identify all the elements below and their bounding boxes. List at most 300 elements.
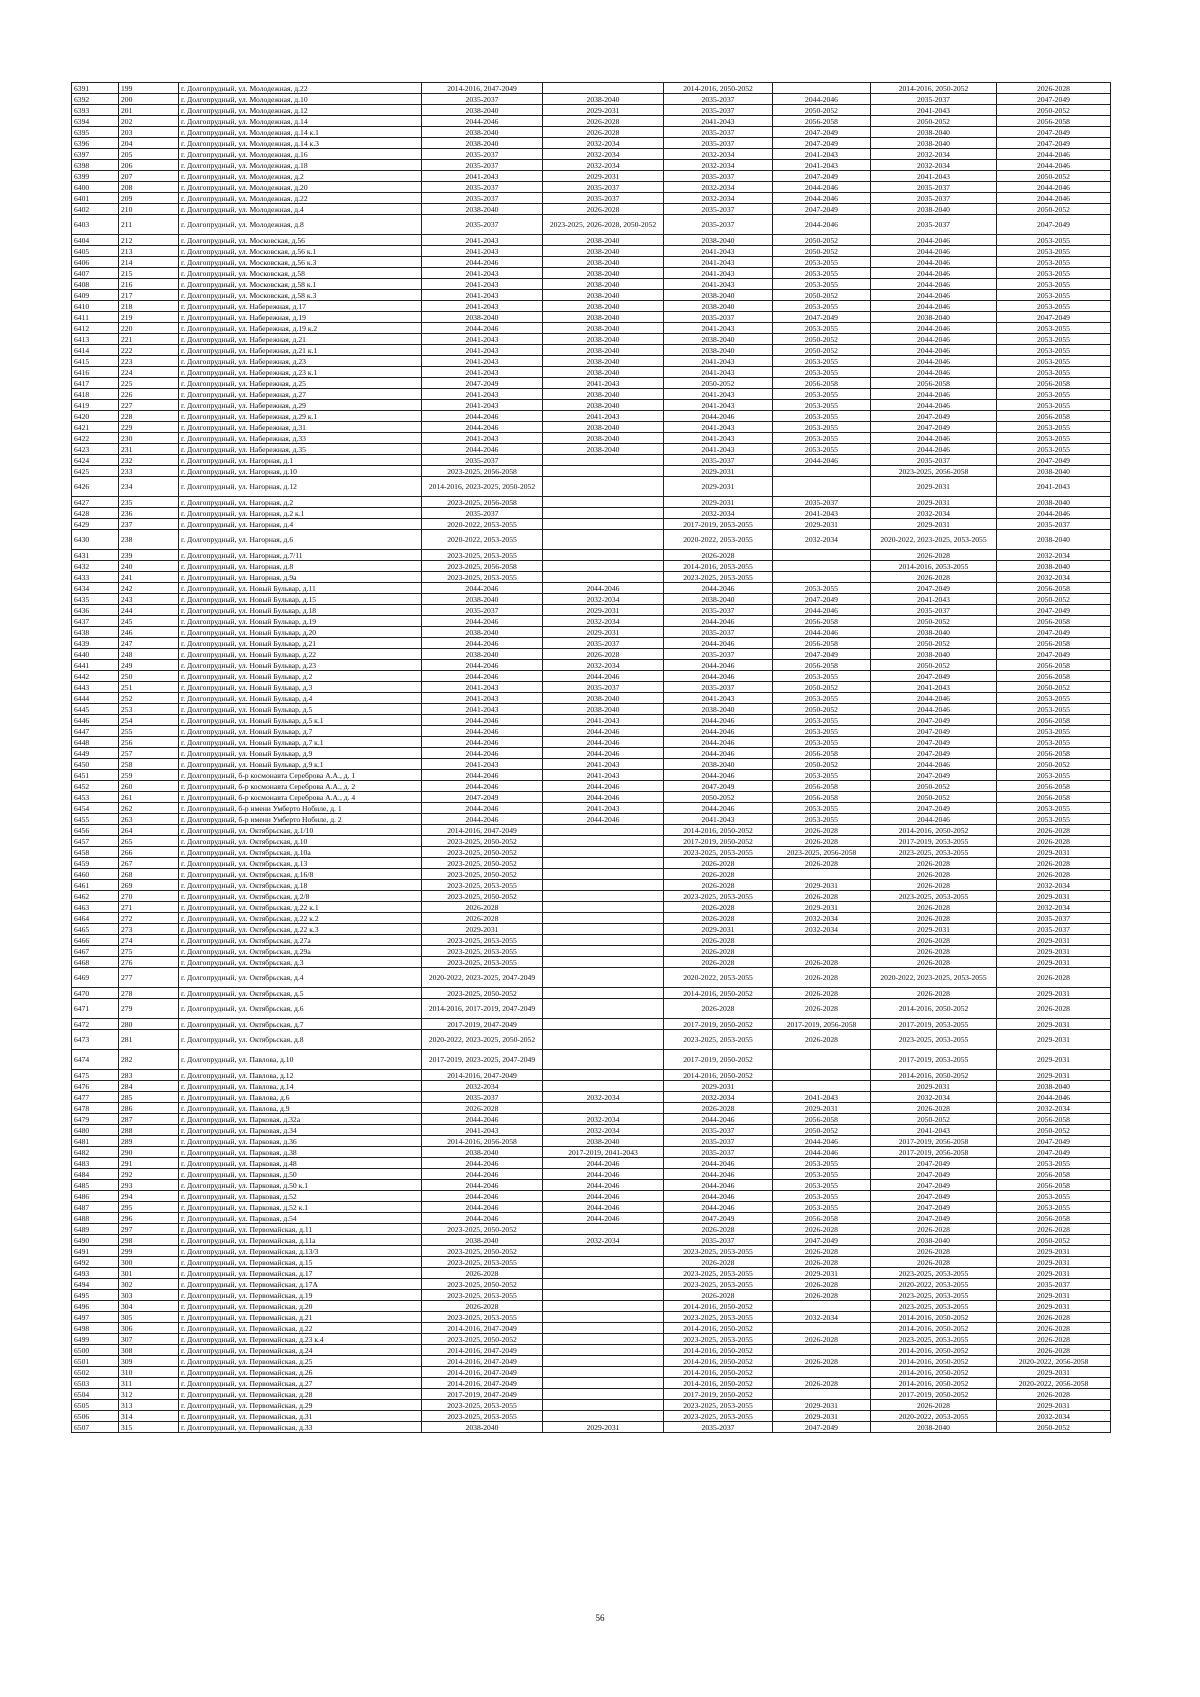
item-number-cell: 280	[119, 1019, 179, 1030]
period-3-cell: 2044-2046	[664, 660, 773, 671]
item-number-cell: 259	[119, 770, 179, 781]
period-2-cell: 2023-2025, 2026-2028, 2050-2052	[543, 215, 664, 235]
period-4-cell: 2044-2046	[773, 193, 871, 204]
row-index-cell: 6483	[72, 1158, 119, 1169]
item-number-cell: 241	[119, 572, 179, 583]
period-5-cell: 2044-2046	[871, 389, 997, 400]
period-1-cell: 2044-2046	[422, 323, 543, 334]
table-row	[72, 1147, 1111, 1158]
row-index-cell: 6411	[72, 312, 119, 323]
item-number-cell: 213	[119, 246, 179, 257]
period-3-cell: 2044-2046	[664, 770, 773, 781]
period-1-cell: 2044-2046	[422, 737, 543, 748]
period-3-cell: 2035-2037	[664, 1136, 773, 1147]
period-2-cell	[543, 497, 664, 508]
period-1-cell: 2044-2046	[422, 671, 543, 682]
period-4-cell: 2029-2031	[773, 1268, 871, 1279]
period-5-cell: 2047-2049	[871, 770, 997, 781]
row-index-cell: 6474	[72, 1050, 119, 1070]
period-2-cell	[543, 1103, 664, 1114]
period-1-cell: 2023-2025, 2050-2052	[422, 1279, 543, 1290]
address-cell: г. Долгопрудный, ул. Первомайская, д.20	[179, 1301, 422, 1312]
address-cell: г. Долгопрудный, ул. Набережная, д.23 к.1	[179, 367, 422, 378]
address-cell: г. Долгопрудный, ул. Набережная, д.27	[179, 389, 422, 400]
period-5-cell: 2029-2031	[871, 1081, 997, 1092]
table-row	[72, 704, 1111, 715]
period-1-cell: 2044-2046	[422, 1202, 543, 1213]
period-1-cell: 2023-2025, 2050-2052	[422, 1334, 543, 1345]
row-index-cell: 6398	[72, 160, 119, 171]
period-1-cell: 2026-2028	[422, 913, 543, 924]
row-index-cell: 6419	[72, 400, 119, 411]
period-5-cell: 2026-2028	[871, 1246, 997, 1257]
period-2-cell: 2044-2046	[543, 1180, 664, 1191]
period-4-cell: 2056-2058	[773, 616, 871, 627]
address-cell: г. Долгопрудный, ул. Набережная, д.21 к.1	[179, 345, 422, 356]
item-number-cell: 248	[119, 649, 179, 660]
period-4-cell: 2050-2052	[773, 290, 871, 301]
period-6-cell: 2035-2037	[997, 519, 1111, 530]
period-4-cell: 2029-2031	[773, 902, 871, 913]
period-1-cell: 2023-2025, 2050-2052	[422, 858, 543, 869]
period-2-cell	[543, 902, 664, 913]
row-index-cell: 6502	[72, 1367, 119, 1378]
period-6-cell: 2035-2037	[997, 913, 1111, 924]
period-5-cell: 2023-2025, 2053-2055	[871, 1290, 997, 1301]
item-number-cell: 239	[119, 550, 179, 561]
item-number-cell: 305	[119, 1312, 179, 1323]
period-5-cell: 2035-2037	[871, 182, 997, 193]
period-4-cell: 2053-2055	[773, 301, 871, 312]
period-5-cell: 2017-2019, 2056-2058	[871, 1136, 997, 1147]
address-cell: г. Долгопрудный, б-р имени Умберто Нобиле, д. 2	[179, 814, 422, 825]
item-number-cell: 212	[119, 235, 179, 246]
table-row	[72, 1169, 1111, 1180]
period-3-cell: 2029-2031	[664, 477, 773, 497]
row-index-cell: 6462	[72, 891, 119, 902]
period-5-cell: 2050-2052	[871, 1114, 997, 1125]
item-number-cell: 285	[119, 1092, 179, 1103]
row-index-cell: 6404	[72, 235, 119, 246]
period-3-cell: 2047-2049	[664, 1213, 773, 1224]
address-cell: г. Долгопрудный, ул. Набережная, д.33	[179, 433, 422, 444]
period-5-cell: 2032-2034	[871, 149, 997, 160]
table-row	[72, 312, 1111, 323]
row-index-cell: 6391	[72, 83, 119, 94]
table-row	[72, 268, 1111, 279]
period-2-cell	[543, 836, 664, 847]
period-4-cell: 2032-2034	[773, 924, 871, 935]
period-6-cell: 2050-2052	[997, 171, 1111, 182]
period-6-cell: 2056-2058	[997, 748, 1111, 759]
address-cell: г. Долгопрудный, ул. Первомайская, д.29	[179, 1400, 422, 1411]
period-1-cell: 2044-2046	[422, 803, 543, 814]
period-6-cell: 2035-2037	[997, 1279, 1111, 1290]
period-1-cell: 2014-2016, 2047-2049	[422, 83, 543, 94]
table-row	[72, 880, 1111, 891]
period-2-cell	[543, 1411, 664, 1422]
row-index-cell: 6422	[72, 433, 119, 444]
period-5-cell: 2044-2046	[871, 345, 997, 356]
address-cell: г. Долгопрудный, ул. Октябрьская, д.10а	[179, 847, 422, 858]
period-6-cell: 2032-2034	[997, 1411, 1111, 1422]
row-index-cell: 6408	[72, 279, 119, 290]
table-row	[72, 400, 1111, 411]
row-index-cell: 6418	[72, 389, 119, 400]
period-3-cell: 2044-2046	[664, 1191, 773, 1202]
period-2-cell: 2032-2034	[543, 660, 664, 671]
address-cell: г. Долгопрудный, ул. Нагорная, д.10	[179, 466, 422, 477]
period-4-cell: 2050-2052	[773, 334, 871, 345]
table-row	[72, 627, 1111, 638]
period-3-cell: 2023-2025, 2053-2055	[664, 1334, 773, 1345]
row-index-cell: 6441	[72, 660, 119, 671]
period-3-cell: 2035-2037	[664, 171, 773, 182]
period-6-cell: 2056-2058	[997, 616, 1111, 627]
period-2-cell: 2032-2034	[543, 160, 664, 171]
table-row	[72, 1019, 1111, 1030]
table-row	[72, 693, 1111, 704]
row-index-cell: 6488	[72, 1213, 119, 1224]
table-row	[72, 594, 1111, 605]
period-1-cell: 2014-2016, 2047-2049	[422, 1378, 543, 1389]
period-6-cell: 2047-2049	[997, 312, 1111, 323]
address-cell: г. Долгопрудный, ул. Октябрьская, д.4	[179, 968, 422, 988]
period-4-cell: 2029-2031	[773, 1400, 871, 1411]
period-3-cell: 2044-2046	[664, 1180, 773, 1191]
period-2-cell: 2032-2034	[543, 1235, 664, 1246]
period-6-cell: 2029-2031	[997, 1019, 1111, 1030]
period-1-cell: 2044-2046	[422, 726, 543, 737]
period-1-cell: 2038-2040	[422, 1422, 543, 1433]
period-3-cell: 2035-2037	[664, 127, 773, 138]
period-3-cell: 2026-2028	[664, 1290, 773, 1301]
item-number-cell: 307	[119, 1334, 179, 1345]
period-6-cell: 2053-2055	[997, 356, 1111, 367]
period-5-cell: 2032-2034	[871, 508, 997, 519]
period-3-cell: 2041-2043	[664, 367, 773, 378]
address-cell: г. Долгопрудный, ул. Павлова, д.6	[179, 1092, 422, 1103]
period-5-cell: 2014-2016, 2050-2052	[871, 1070, 997, 1081]
period-6-cell: 2053-2055	[997, 279, 1111, 290]
period-2-cell: 2038-2040	[543, 312, 664, 323]
period-6-cell: 2029-2031	[997, 1301, 1111, 1312]
period-6-cell: 2044-2046	[997, 182, 1111, 193]
address-cell: г. Долгопрудный, ул. Набережная, д.17	[179, 301, 422, 312]
period-3-cell: 2014-2016, 2053-2055	[664, 561, 773, 572]
item-number-cell: 296	[119, 1213, 179, 1224]
address-cell: г. Долгопрудный, ул. Октябрьская, д.16/8	[179, 869, 422, 880]
item-number-cell: 302	[119, 1279, 179, 1290]
address-cell: г. Долгопрудный, ул. Московская, д.58	[179, 268, 422, 279]
period-6-cell: 2053-2055	[997, 1158, 1111, 1169]
period-4-cell: 2053-2055	[773, 1191, 871, 1202]
address-cell: г. Долгопрудный, ул. Павлова, д.9	[179, 1103, 422, 1114]
period-3-cell: 2023-2025, 2053-2055	[664, 1411, 773, 1422]
period-6-cell: 2053-2055	[997, 726, 1111, 737]
period-4-cell: 2026-2028	[773, 836, 871, 847]
address-cell: г. Долгопрудный, ул. Нагорная, д.12	[179, 477, 422, 497]
period-2-cell: 2041-2043	[543, 770, 664, 781]
period-4-cell: 2047-2049	[773, 204, 871, 215]
period-1-cell: 2023-2025, 2053-2055	[422, 572, 543, 583]
row-index-cell: 6426	[72, 477, 119, 497]
period-1-cell: 2044-2046	[422, 1213, 543, 1224]
period-3-cell: 2014-2016, 2050-2052	[664, 1301, 773, 1312]
item-number-cell: 242	[119, 583, 179, 594]
period-6-cell: 2026-2028	[997, 1389, 1111, 1400]
period-6-cell: 2056-2058	[997, 378, 1111, 389]
period-1-cell: 2041-2043	[422, 1125, 543, 1136]
table-row	[72, 638, 1111, 649]
period-3-cell: 2044-2046	[664, 803, 773, 814]
period-4-cell: 2053-2055	[773, 257, 871, 268]
address-cell: г. Долгопрудный, ул. Нагорная, д.9а	[179, 572, 422, 583]
period-1-cell: 2041-2043	[422, 301, 543, 312]
address-cell: г. Долгопрудный, ул. Парковая, д.32а	[179, 1114, 422, 1125]
period-3-cell: 2047-2049	[664, 781, 773, 792]
period-2-cell: 2038-2040	[543, 246, 664, 257]
table-row	[72, 671, 1111, 682]
period-2-cell	[543, 1334, 664, 1345]
table-row	[72, 847, 1111, 858]
item-number-cell: 232	[119, 455, 179, 466]
period-1-cell: 2044-2046	[422, 422, 543, 433]
period-3-cell: 2044-2046	[664, 726, 773, 737]
table-row	[72, 367, 1111, 378]
period-1-cell: 2038-2040	[422, 1235, 543, 1246]
period-5-cell: 2038-2040	[871, 649, 997, 660]
item-number-cell: 207	[119, 171, 179, 182]
address-cell: г. Долгопрудный, ул. Павлова, д.14	[179, 1081, 422, 1092]
period-5-cell: 2050-2052	[871, 638, 997, 649]
item-number-cell: 284	[119, 1081, 179, 1092]
period-6-cell: 2053-2055	[997, 235, 1111, 246]
row-index-cell: 6505	[72, 1400, 119, 1411]
period-4-cell: 2047-2049	[773, 1235, 871, 1246]
period-3-cell: 2035-2037	[664, 312, 773, 323]
period-6-cell: 2047-2049	[997, 605, 1111, 616]
period-4-cell: 2053-2055	[773, 433, 871, 444]
item-number-cell: 246	[119, 627, 179, 638]
period-3-cell: 2014-2016, 2050-2052	[664, 1070, 773, 1081]
period-2-cell: 2029-2031	[543, 1422, 664, 1433]
period-5-cell: 2026-2028	[871, 1400, 997, 1411]
address-cell: г. Долгопрудный, ул. Первомайская, д.26	[179, 1367, 422, 1378]
period-2-cell	[543, 891, 664, 902]
period-5-cell: 2029-2031	[871, 497, 997, 508]
item-number-cell: 257	[119, 748, 179, 759]
period-6-cell: 2053-2055	[997, 444, 1111, 455]
period-4-cell: 2056-2058	[773, 792, 871, 803]
period-4-cell	[773, 572, 871, 583]
period-2-cell	[543, 935, 664, 946]
address-cell: г. Долгопрудный, ул. Октябрьская, д.18	[179, 880, 422, 891]
item-number-cell: 237	[119, 519, 179, 530]
item-number-cell: 234	[119, 477, 179, 497]
period-1-cell: 2035-2037	[422, 160, 543, 171]
period-1-cell: 2023-2025, 2053-2055	[422, 1400, 543, 1411]
period-5-cell: 2023-2025, 2053-2055	[871, 1334, 997, 1345]
period-3-cell: 2029-2031	[664, 1081, 773, 1092]
period-2-cell: 2044-2046	[543, 814, 664, 825]
item-number-cell: 283	[119, 1070, 179, 1081]
period-1-cell: 2038-2040	[422, 312, 543, 323]
period-4-cell: 2050-2052	[773, 235, 871, 246]
period-3-cell: 2041-2043	[664, 814, 773, 825]
page-number: 56	[595, 1613, 605, 1623]
address-cell: г. Долгопрудный, ул. Молодежная, д.14	[179, 116, 422, 127]
period-4-cell: 2050-2052	[773, 105, 871, 116]
period-3-cell: 2026-2028	[664, 913, 773, 924]
period-1-cell: 2044-2046	[422, 616, 543, 627]
table-row	[72, 149, 1111, 160]
period-5-cell: 2044-2046	[871, 334, 997, 345]
row-index-cell: 6455	[72, 814, 119, 825]
period-2-cell: 2038-2040	[543, 94, 664, 105]
address-cell: г. Долгопрудный, ул. Молодежная, д.10	[179, 94, 422, 105]
period-3-cell: 2041-2043	[664, 444, 773, 455]
item-number-cell: 288	[119, 1125, 179, 1136]
table-row	[72, 94, 1111, 105]
item-number-cell: 214	[119, 257, 179, 268]
period-2-cell	[543, 1050, 664, 1070]
period-1-cell: 2023-2025, 2050-2052	[422, 847, 543, 858]
period-6-cell: 2026-2028	[997, 999, 1111, 1019]
period-2-cell: 2041-2043	[543, 759, 664, 770]
item-number-cell: 240	[119, 561, 179, 572]
row-index-cell: 6484	[72, 1169, 119, 1180]
period-4-cell: 2053-2055	[773, 422, 871, 433]
period-3-cell: 2026-2028	[664, 999, 773, 1019]
period-6-cell: 2026-2028	[997, 1334, 1111, 1345]
period-4-cell: 2056-2058	[773, 748, 871, 759]
table-row	[72, 1158, 1111, 1169]
period-1-cell: 2017-2019, 2047-2049	[422, 1389, 543, 1400]
row-index-cell: 6436	[72, 605, 119, 616]
period-1-cell: 2023-2025, 2050-2052	[422, 1246, 543, 1257]
period-2-cell: 2038-2040	[543, 389, 664, 400]
row-index-cell: 6394	[72, 116, 119, 127]
period-3-cell: 2038-2040	[664, 759, 773, 770]
period-6-cell: 2056-2058	[997, 660, 1111, 671]
period-3-cell: 2014-2016, 2050-2052	[664, 988, 773, 999]
period-1-cell: 2041-2043	[422, 268, 543, 279]
period-5-cell: 2047-2049	[871, 1202, 997, 1213]
period-4-cell: 2032-2034	[773, 530, 871, 550]
period-5-cell: 2038-2040	[871, 627, 997, 638]
address-cell: г. Долгопрудный, ул. Нагорная, д.6	[179, 530, 422, 550]
period-4-cell: 2026-2028	[773, 1378, 871, 1389]
table-row	[72, 1323, 1111, 1334]
period-4-cell	[773, 561, 871, 572]
period-6-cell: 2047-2049	[997, 127, 1111, 138]
address-cell: г. Долгопрудный, ул. Новый Бульвар, д.21	[179, 638, 422, 649]
period-5-cell: 2044-2046	[871, 759, 997, 770]
period-6-cell: 2053-2055	[997, 693, 1111, 704]
period-6-cell: 2047-2049	[997, 649, 1111, 660]
period-4-cell: 2050-2052	[773, 246, 871, 257]
period-1-cell: 2041-2043	[422, 279, 543, 290]
row-index-cell: 6460	[72, 869, 119, 880]
period-6-cell: 2026-2028	[997, 1312, 1111, 1323]
item-number-cell: 203	[119, 127, 179, 138]
period-1-cell: 2044-2046	[422, 1158, 543, 1169]
table-row	[72, 1378, 1111, 1389]
period-3-cell: 2029-2031	[664, 497, 773, 508]
period-5-cell: 2050-2052	[871, 116, 997, 127]
table-row	[72, 257, 1111, 268]
table-row	[72, 891, 1111, 902]
period-1-cell: 2044-2046	[422, 715, 543, 726]
address-cell: г. Долгопрудный, ул. Парковая, д.36	[179, 1136, 422, 1147]
period-1-cell: 2044-2046	[422, 1169, 543, 1180]
period-3-cell: 2023-2025, 2053-2055	[664, 1268, 773, 1279]
period-2-cell: 2044-2046	[543, 671, 664, 682]
item-number-cell: 293	[119, 1180, 179, 1191]
period-1-cell: 2026-2028	[422, 1103, 543, 1114]
period-3-cell: 2023-2025, 2053-2055	[664, 1030, 773, 1050]
row-index-cell: 6405	[72, 246, 119, 257]
period-1-cell: 2023-2025, 2053-2055	[422, 880, 543, 891]
item-number-cell: 262	[119, 803, 179, 814]
item-number-cell: 286	[119, 1103, 179, 1114]
item-number-cell: 299	[119, 1246, 179, 1257]
period-3-cell: 2035-2037	[664, 627, 773, 638]
period-2-cell: 2038-2040	[543, 367, 664, 378]
table-row	[72, 116, 1111, 127]
period-2-cell: 2032-2034	[543, 1114, 664, 1125]
period-5-cell: 2047-2049	[871, 737, 997, 748]
period-3-cell: 2032-2034	[664, 149, 773, 160]
period-4-cell: 2047-2049	[773, 138, 871, 149]
period-2-cell: 2026-2028	[543, 204, 664, 215]
period-4-cell: 2041-2043	[773, 1092, 871, 1103]
table-row	[72, 858, 1111, 869]
period-3-cell: 2041-2043	[664, 356, 773, 367]
row-index-cell: 6401	[72, 193, 119, 204]
period-4-cell: 2026-2028	[773, 1246, 871, 1257]
period-6-cell: 2029-2031	[997, 988, 1111, 999]
address-cell: г. Долгопрудный, ул. Новый Бульвар, д.11	[179, 583, 422, 594]
table-row	[72, 334, 1111, 345]
period-3-cell: 2026-2028	[664, 902, 773, 913]
period-6-cell: 2029-2031	[997, 935, 1111, 946]
period-3-cell: 2041-2043	[664, 323, 773, 334]
table-row	[72, 204, 1111, 215]
period-6-cell: 2047-2049	[997, 215, 1111, 235]
row-index-cell: 6406	[72, 257, 119, 268]
item-number-cell: 278	[119, 988, 179, 999]
period-5-cell: 2038-2040	[871, 312, 997, 323]
period-4-cell: 2053-2055	[773, 583, 871, 594]
address-cell: г. Долгопрудный, ул. Октябрьская, д.7	[179, 1019, 422, 1030]
period-6-cell: 2053-2055	[997, 367, 1111, 378]
period-2-cell: 2044-2046	[543, 748, 664, 759]
period-5-cell: 2026-2028	[871, 935, 997, 946]
period-5-cell: 2020-2022, 2053-2055	[871, 1411, 997, 1422]
period-1-cell: 2044-2046	[422, 638, 543, 649]
address-cell: г. Долгопрудный, ул. Первомайская, д.21	[179, 1312, 422, 1323]
period-4-cell: 2026-2028	[773, 1257, 871, 1268]
address-cell: г. Долгопрудный, ул. Молодежная, д.22	[179, 193, 422, 204]
period-4-cell: 2053-2055	[773, 1158, 871, 1169]
address-cell: г. Долгопрудный, ул. Набережная, д.35	[179, 444, 422, 455]
period-3-cell: 2026-2028	[664, 858, 773, 869]
period-6-cell: 2050-2052	[997, 682, 1111, 693]
row-index-cell: 6480	[72, 1125, 119, 1136]
period-2-cell: 2026-2028	[543, 127, 664, 138]
